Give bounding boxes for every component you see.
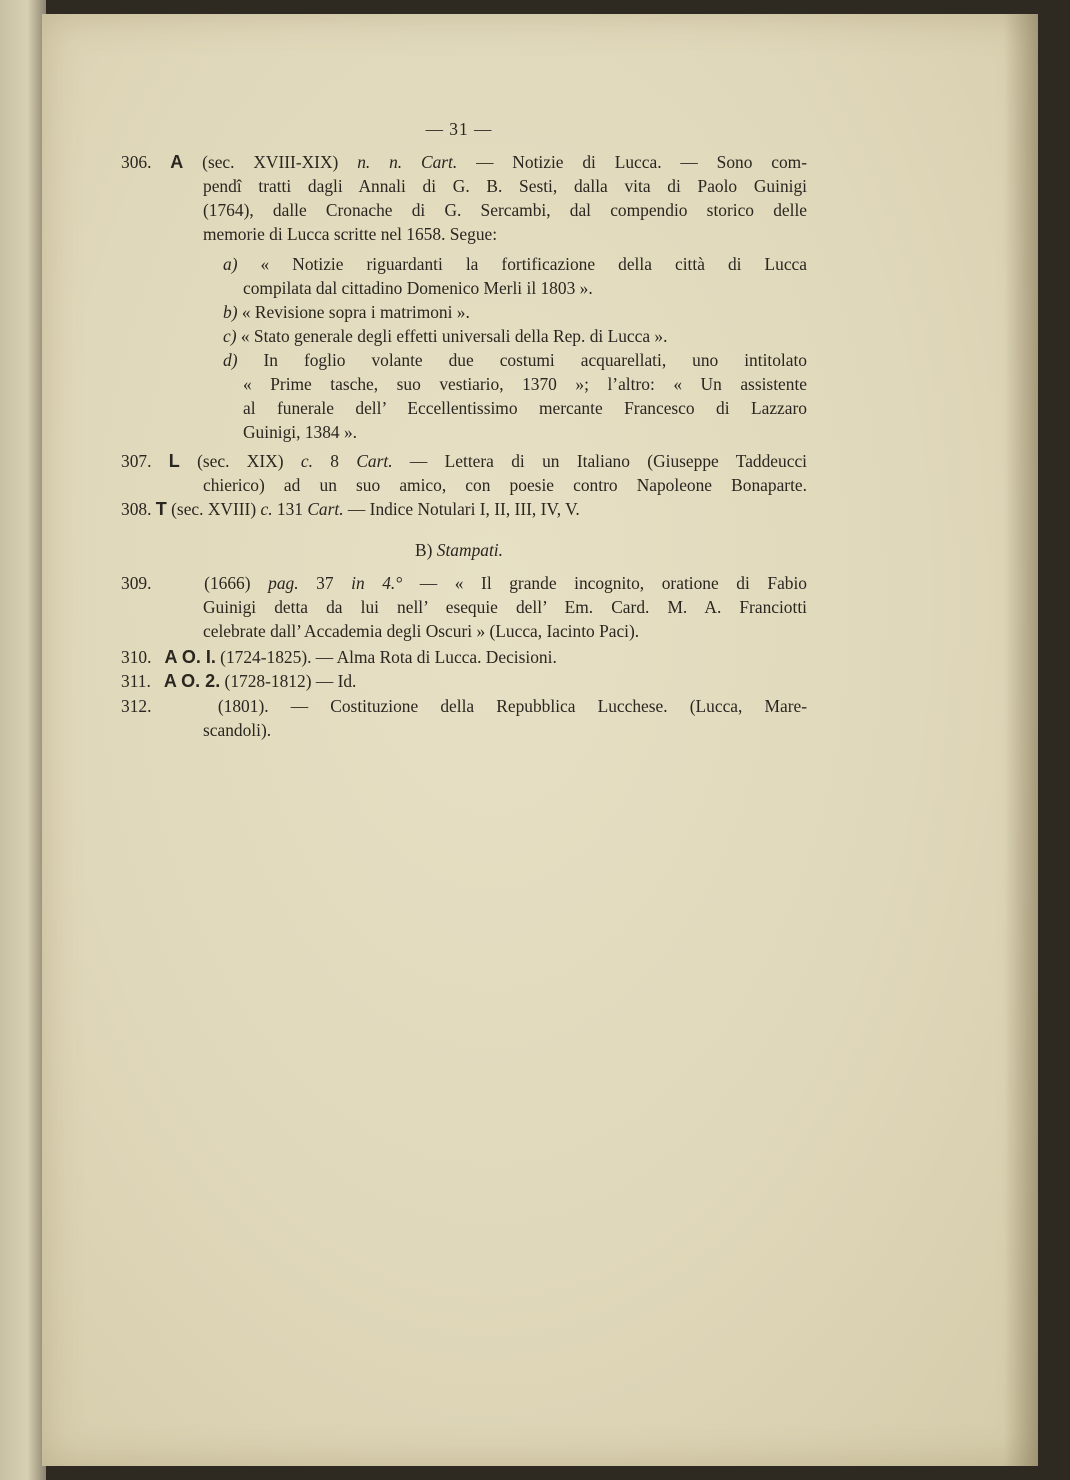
entry-306-line: memorie di Lucca scritte nel 1658. Segue: bbox=[203, 224, 498, 244]
entry-312-line: scandoli). bbox=[203, 720, 272, 740]
entry-306-sub-c: c) « Stato generale degli effetti universali della Rep. di Lucca ». bbox=[223, 326, 668, 346]
entry-306-sub-a: a) « Notizie riguardanti la fortificazione della città di Lucca bbox=[223, 254, 807, 274]
entry-number: 310. bbox=[121, 647, 152, 667]
entry-306-sub-d-cont: « Prime tasche, suo vestiario, 1370 »; l’altro: « Un assistente bbox=[243, 374, 807, 394]
entry-311-line: 311. A O. 2. (1728-1812) — Id. bbox=[121, 671, 357, 691]
entry-306-sub-d: d) In foglio volante due costumi acquarellati, uno intitolato bbox=[223, 350, 808, 370]
signature-mark: L bbox=[168, 451, 180, 471]
signature-mark: A bbox=[170, 152, 184, 172]
entry-306-line: (1764), dalle Cronache di G. Sercambi, dal compendio storico delle bbox=[203, 200, 807, 220]
entry-306-sub-d-cont: al funerale dell’ Eccellentissimo mercante Francesco di Lazzaro bbox=[243, 398, 807, 418]
entry-307-first-line: 307. L (sec. XIX) c. 8 Cart. — Lettera di un Italiano (Giuseppe Taddeucci bbox=[121, 451, 807, 471]
page-number: — 31 — bbox=[425, 119, 493, 139]
entry-309-line: celebrate dall’ Accademia degli Oscuri » (Lucca, Iacinto Paci). bbox=[203, 621, 640, 641]
entry-306-sub-b: b) « Revisione sopra i matrimoni ». bbox=[223, 302, 470, 322]
entry-306-sub-a-cont: compilata dal cittadino Domenico Merli il 1803 ». bbox=[243, 278, 593, 298]
entry-number: 306. bbox=[121, 152, 152, 172]
entry-number: 308. bbox=[121, 499, 152, 519]
entry-312-first-line: 312. (1801). — Costituzione della Repubblica Lucchese. (Lucca, Mare- bbox=[121, 696, 807, 716]
signature-mark: T bbox=[155, 499, 167, 519]
entry-number: 311. bbox=[121, 671, 151, 691]
entry-309-first-line: 309. (1666) pag. 37 in 4.° — « Il grande incognito, oratione di Fabio bbox=[121, 573, 808, 593]
signature-mark: A O. I. bbox=[164, 647, 216, 667]
entry-306-sub-d-cont: Guinigi, 1384 ». bbox=[243, 422, 358, 442]
entry-310-line: 310. A O. I. (1724-1825). — Alma Rota di Lucca. Decisioni. bbox=[121, 647, 557, 667]
entry-308-line: 308. T (sec. XVIII) c. 131 Cart. — Indice Notulari I, II, III, IV, V. bbox=[121, 499, 580, 519]
entry-309-line: Guinigi detta da lui nell’ esequie dell’ Em. Card. M. A. Franciotti bbox=[203, 597, 807, 617]
entry-307-line: chierico) ad un suo amico, con poesie contro Napoleone Bonaparte. bbox=[203, 475, 807, 495]
entry-306-first-line: 306. A (sec. XVIII-XIX) n. n. Cart. — Notizie di Lucca. — Sono com- bbox=[121, 152, 807, 172]
entry-number: 309. bbox=[121, 573, 152, 593]
entry-number: 312. bbox=[121, 696, 152, 716]
entry-number: 307. bbox=[121, 451, 152, 471]
signature-mark: A O. 2. bbox=[163, 671, 221, 691]
section-heading: B) Stampati. bbox=[415, 540, 503, 560]
entry-306-line: pendî tratti dagli Annali di G. B. Sesti, dalla vita di Paolo Guinigi bbox=[203, 176, 807, 196]
